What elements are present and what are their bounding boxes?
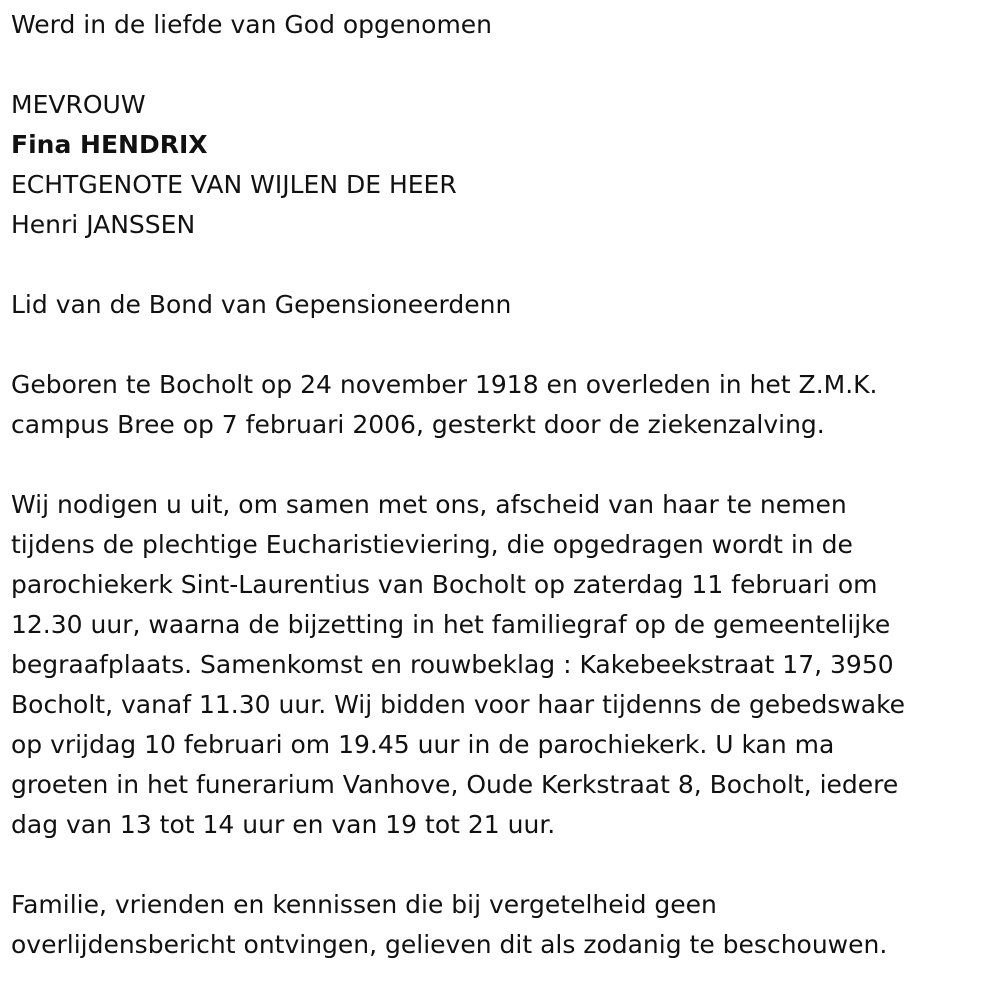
paragraph-line: Wij nodigen u uit, om samen met ons, afscheid van haar te nemen: [11, 490, 847, 519]
closing-paragraph: [11, 885, 991, 965]
spouse-name: Henri JANSSEN: [11, 210, 196, 239]
spouse-label: ECHTGENOTE VAN WIJLEN DE HEER: [11, 170, 457, 199]
paragraph-line: tijdens de plechtige Eucharistieviering, die opgedragen wordt in de: [11, 530, 853, 559]
paragraph-line: op vrijdag 10 februari om 19.45 uur in de parochiekerk. U kan ma: [11, 730, 835, 759]
paragraph-line: Familie, vrienden en kennissen die bij vergetelheid geen: [11, 890, 717, 919]
paragraph-line: dag van 13 tot 14 uur en van 19 tot 21 uur.: [11, 810, 556, 839]
paragraph-line: 12.30 uur, waarna de bijzetting in het familiegraf op de gemeentelijke: [11, 610, 891, 639]
paragraph-line: Bocholt, vanaf 11.30 uur. Wij bidden voor haar tijdenns de gebedswake: [11, 690, 906, 719]
obituary-document: [11, 5, 991, 965]
paragraph-line: campus Bree op 7 februari 2006, gesterkt door de ziekenzalving.: [11, 410, 825, 439]
paragraph-line: Geboren te Bocholt op 24 november 1918 en overleden in het Z.M.K.: [11, 370, 878, 399]
spacer: [11, 45, 991, 85]
spacer: [11, 445, 991, 485]
paragraph-line: groeten in het funerarium Vanhove, Oude Kerkstraat 8, Bocholt, iedere: [11, 770, 899, 799]
honorific: MEVROUW: [11, 90, 146, 119]
paragraph-line: overlijdensbericht ontvingen, gelieven dit als zodanig te beschouwen.: [11, 930, 888, 959]
birth-death-paragraph: [11, 365, 991, 445]
invitation-paragraph: [11, 485, 991, 845]
membership-line: Lid van de Bond van Gepensioneerdenn: [11, 290, 512, 319]
spacer: [11, 845, 991, 885]
paragraph-line: parochiekerk Sint-Laurentius van Bocholt op zaterdag 11 februari om: [11, 570, 878, 599]
spacer: [11, 245, 991, 285]
paragraph-line: begraafplaats. Samenkomst en rouwbeklag : Kakebeekstraat 17, 3950: [11, 650, 894, 679]
intro-line: Werd in de liefde van God opgenomen: [11, 10, 493, 39]
spacer: [11, 325, 991, 365]
deceased-name: Fina HENDRIX: [11, 130, 208, 159]
